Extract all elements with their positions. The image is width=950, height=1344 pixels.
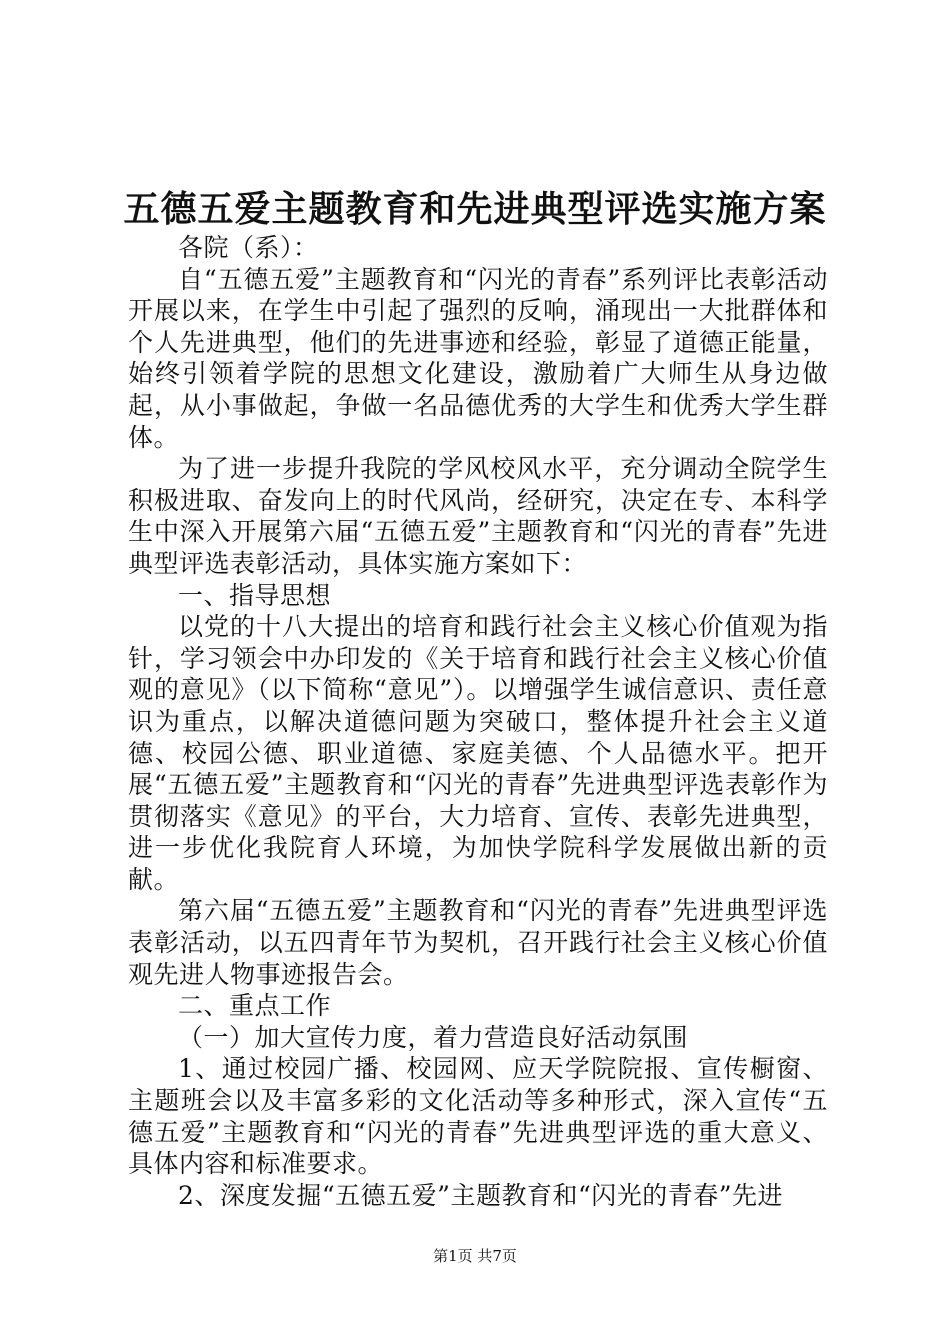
section-heading-key-work: 二、重点工作 (178, 991, 332, 1021)
list-item-2: 2、深度发掘“五德五爱”主题教育和“闪光的青春”先进 (178, 1180, 784, 1210)
paragraph-sixth-session: 第六届“五德五爱”主题教育和“闪光的青春”先进典型评选表彰活动，以五四青年节为契机，召开践行社会主义核心价值观先进人物事迹报告会。 (128, 896, 828, 989)
paragraph-guiding-ideology: 以党的十八大提出的培育和践行社会主义核心价值观为指针，学习领会中办印发的《关于培育和践行社会主义核心价值观的意见》（以下简称“意见”）。以增强学生诚信意识、责任意识为重点，以解决道德问题为突破口，整体提升社会主义道德、校园公德、职业道德、家庭美德、个人品德水平。把开展“五德五爱”主题教育和“闪光的青春”先进典型评选表彰作为贯彻落实《意见》的平台，大力培育、宣传、表彰先进典型，进一步优化我院育人环境，为加快学院科学发展做出新的贡献。 (128, 612, 828, 894)
section-heading-guiding-ideology: 一、指导思想 (178, 580, 332, 610)
paragraph-intro: 自“五德五爱”主题教育和“闪光的青春”系列评比表彰活动开展以来，在学生中引起了强烈的反响，涌现出一大批群体和个人先进典型，他们的先进事迹和经验，彰显了道德正能量，始终引领着学院的思想文化建设，激励着广大师生从身边做起，从小事做起，争做一名品德优秀的大学生和优秀大学生群体。 (128, 264, 828, 452)
page-footer: 第1页 共7页 (433, 1247, 517, 1265)
list-item-1: 1、通过校园广播、校园网、应天学院院报、宣传橱窗、主题班会以及丰富多彩的文化活动等多种形式，深入宣传“五德五爱”主题教育和“闪光的青春”先进典型评选的重大意义、具体内容和标准要求。 (128, 1054, 828, 1179)
salutation: 各院（系）： (178, 233, 319, 262)
paragraph-purpose: 为了进一步提升我院的学风校风水平，充分调动全院学生积极进取、奋发向上的时代风尚，经研究，决定在专、本科学生中深入开展第六届“五德五爱”主题教育和“闪光的青春”先进典型评选表彰活动，具体实施方案如下： (128, 454, 828, 578)
document-body (128, 232, 828, 1211)
document-title: 五德五爱主题教育和先进典型评选实施方案 (123, 188, 827, 230)
subsection-heading-publicity: （一）加大宣传力度，着力营造良好活动氛围 (178, 1022, 689, 1052)
